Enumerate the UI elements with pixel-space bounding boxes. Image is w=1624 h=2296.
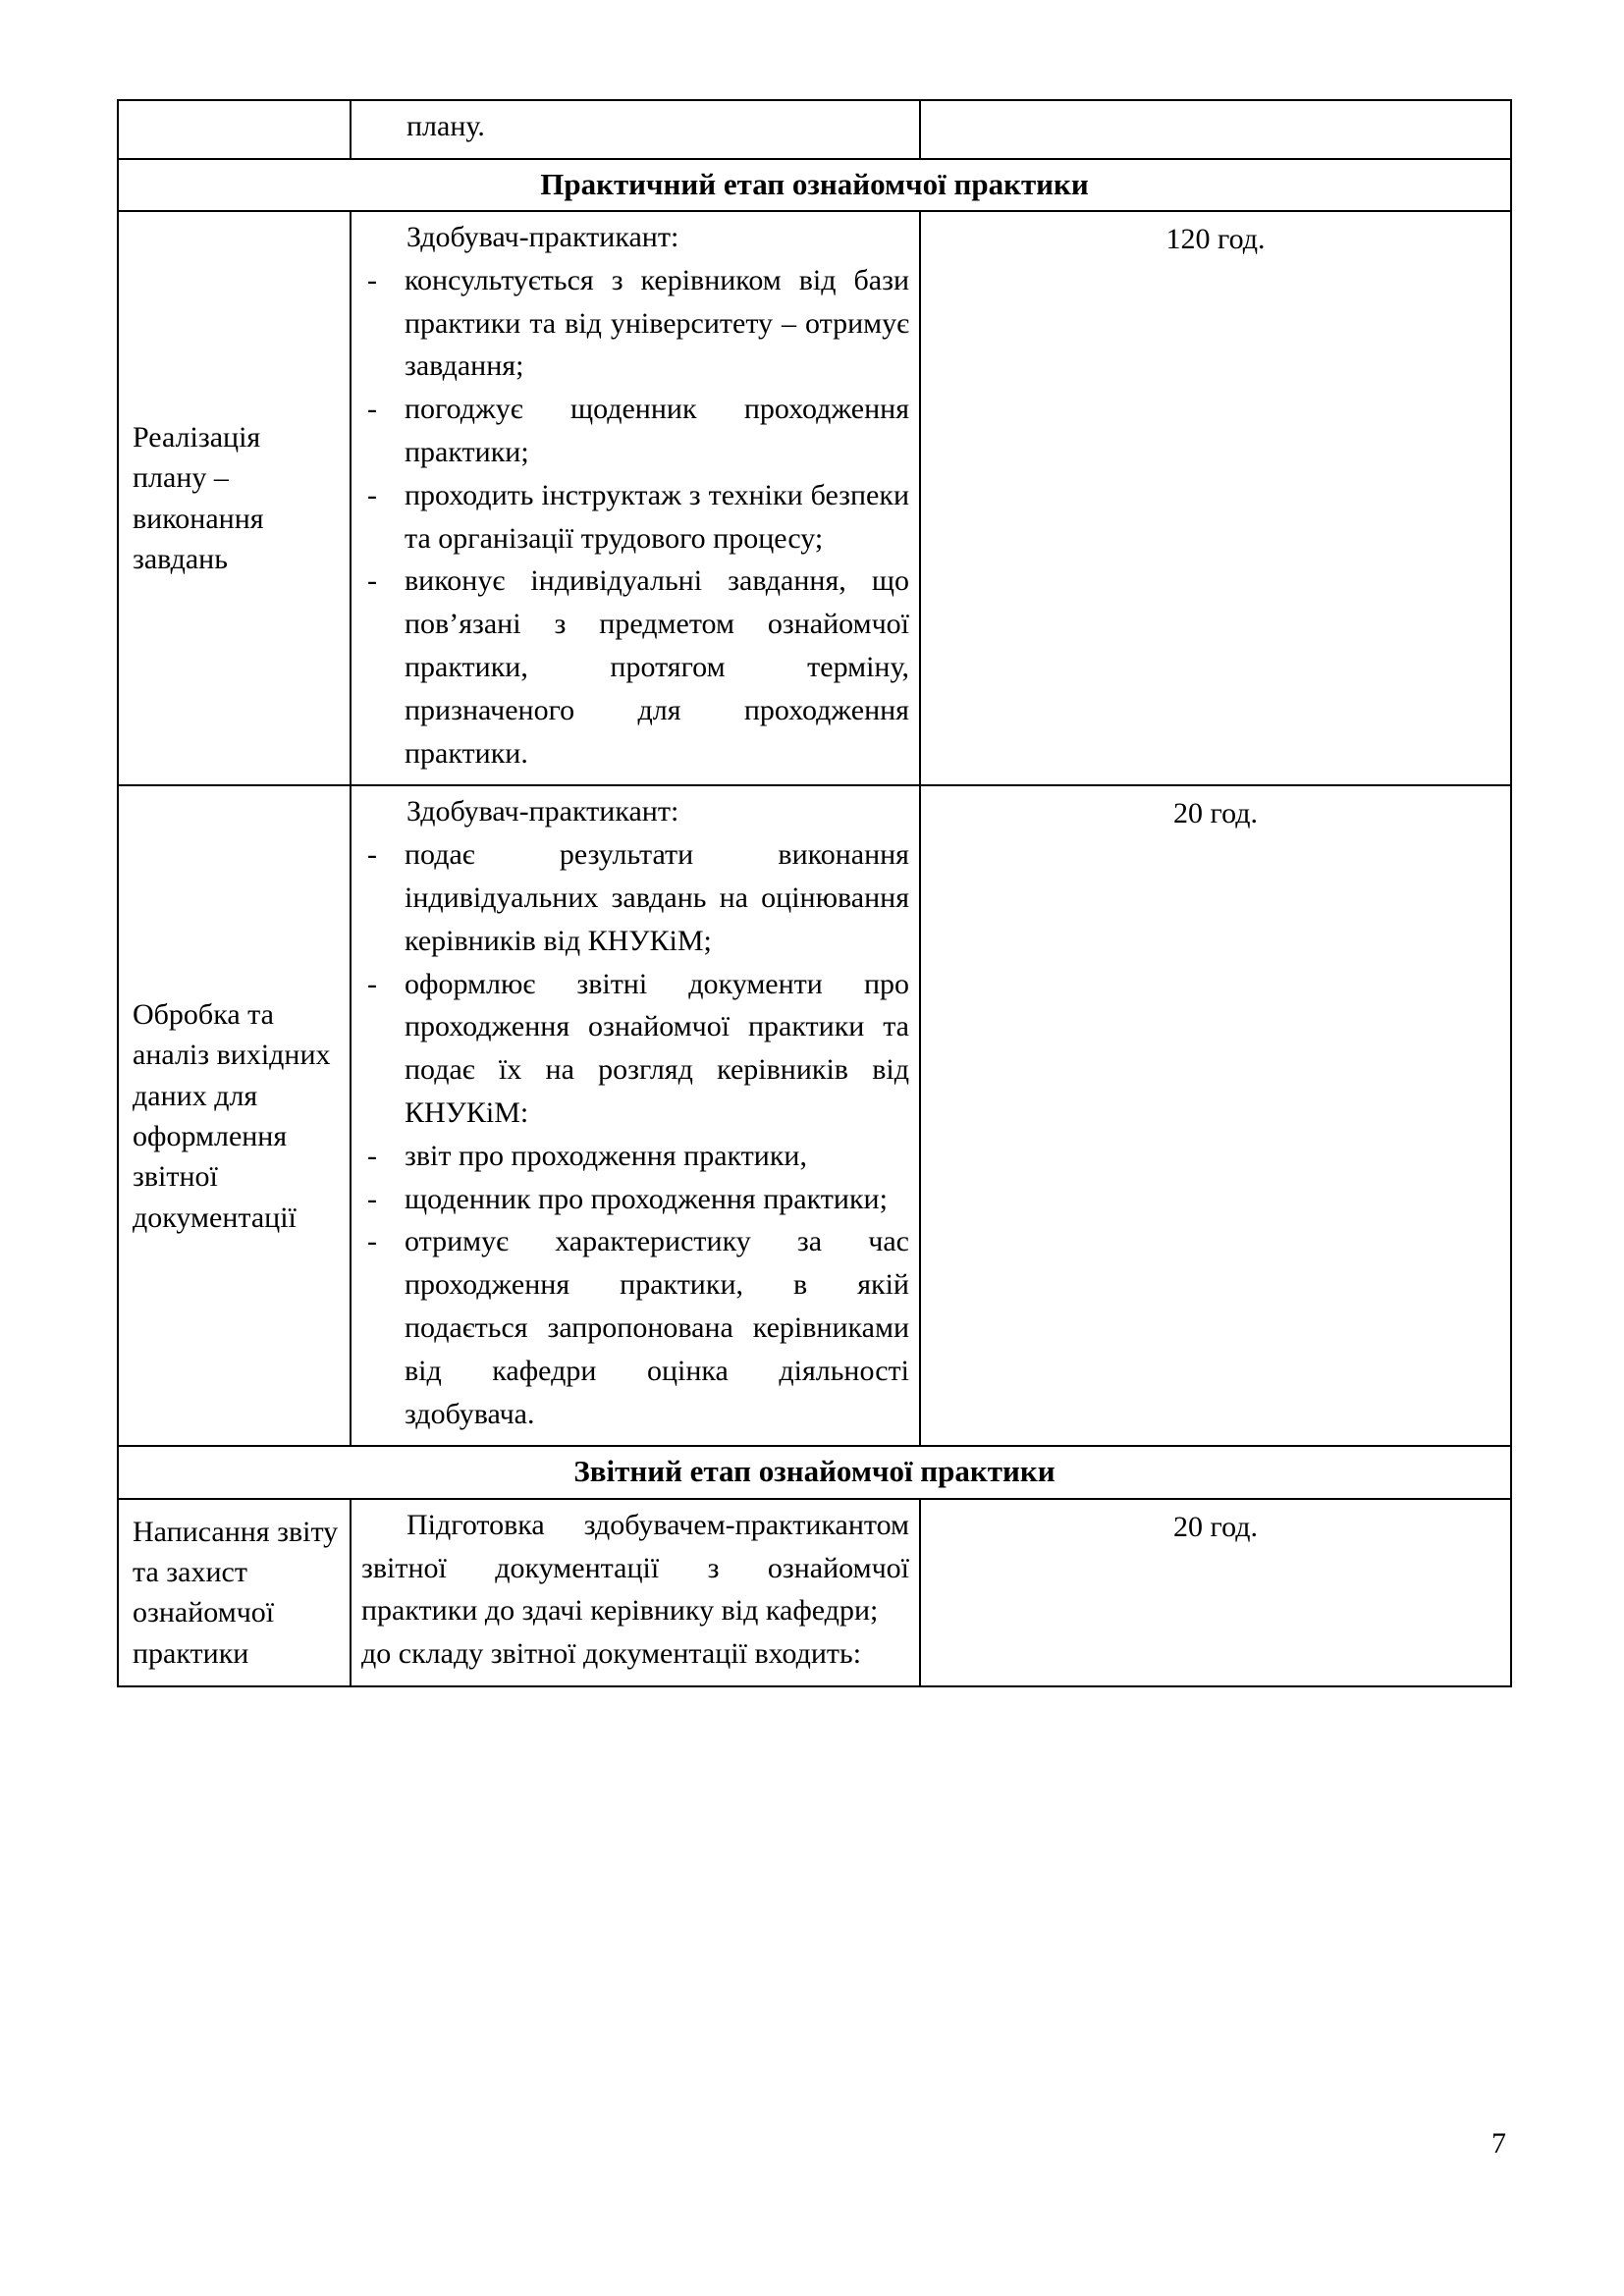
bullet-list <box>361 833 909 1435</box>
list-item-label: щоденник про проходження практики; <box>405 1182 888 1215</box>
list-item <box>361 1220 909 1435</box>
hours-cell <box>920 211 1511 785</box>
section-heading-label: Звітний етап ознайомчої практики <box>573 1454 1056 1489</box>
hours-cell <box>920 1499 1511 1686</box>
dash-bullet-icon: - <box>367 1182 377 1215</box>
hours-value: 20 год. <box>1173 797 1258 830</box>
hours-cell <box>920 785 1511 1446</box>
section-heading-row <box>118 159 1511 211</box>
list-item <box>361 259 909 388</box>
body-lead-text: Здобувач-практикант: <box>406 221 679 254</box>
table-row <box>118 211 1511 785</box>
section-heading-cell <box>118 159 1511 211</box>
list-item-label: отримує характеристику за час проходження практики, в якій подається запропонована керівниками від кафедри оцінка діяльності здобувача. <box>405 1225 909 1430</box>
stage-cell <box>118 211 351 785</box>
body-lead-text: плану. <box>406 110 485 142</box>
stage-label: Написання звіту та захист ознайомчої практики <box>133 1515 339 1670</box>
list-item-label: погоджує щоденник проходження практики; <box>405 393 909 469</box>
list-item <box>361 1178 909 1221</box>
table-row <box>118 785 1511 1446</box>
dash-bullet-icon: - <box>367 1139 377 1172</box>
list-item <box>361 474 909 561</box>
bullet-list <box>361 259 909 775</box>
body-lead-text: Підготовка здобувачем-практикантом звітної документації з ознайомчої практики до здачі керівнику від кафедри; <box>361 1508 909 1628</box>
section-heading-label: Практичний етап ознайомчої практики <box>540 166 1089 201</box>
list-item <box>361 833 909 962</box>
page-number: 7 <box>1491 2127 1506 2160</box>
stage-label <box>119 124 350 135</box>
stage-cell <box>118 785 351 1446</box>
table-row <box>118 1499 1511 1686</box>
list-item <box>361 388 909 474</box>
table-row <box>118 100 1511 159</box>
body-lead-text: Здобувач-практикант: <box>406 795 679 828</box>
hours-value <box>921 101 1510 107</box>
hours-cell <box>920 100 1511 159</box>
section-heading-cell <box>118 1446 1511 1498</box>
dash-bullet-icon: - <box>367 478 377 511</box>
body-cell <box>351 785 920 1446</box>
stage-cell <box>118 1499 351 1686</box>
internship-stages-table <box>117 99 1512 1687</box>
body-cell <box>351 1499 920 1686</box>
body-extra-text: до складу звітної документації входить: <box>361 1637 862 1671</box>
stage-label: Реалізація плану – виконання завдань <box>133 420 264 576</box>
list-item <box>361 1135 909 1178</box>
dash-bullet-icon: - <box>367 838 377 872</box>
list-item-label: консультується з керівником від бази практики та від університету – отримує завдання; <box>405 263 909 383</box>
stage-cell <box>118 100 351 159</box>
list-item-label: проходить інструктаж з техніки безпеки та організації трудового процесу; <box>405 478 909 555</box>
list-item-label: подає результати виконання індивідуальних завдань на оцінювання керівників від КНУКіМ; <box>405 838 909 957</box>
list-item-label: звіт про проходження практики, <box>405 1139 807 1172</box>
list-item <box>361 560 909 774</box>
list-item-label: виконує індивідуальні завдання, що пов’язані з предметом ознайомчої практики, протягом терміну, призначеного для проходження практики. <box>405 564 909 770</box>
list-item-label: оформлює звітні документи про проходження ознайомчої практики та подає їх на розгляд керівників від КНУКіМ: <box>405 967 909 1130</box>
hours-value: 20 год. <box>1173 1510 1258 1543</box>
section-heading-row <box>118 1446 1511 1498</box>
dash-bullet-icon: - <box>367 393 377 426</box>
stage-label: Обробка та аналіз вихідних даних для оформлення звітної документації <box>133 997 331 1234</box>
body-cell <box>351 211 920 785</box>
dash-bullet-icon: - <box>367 1225 377 1258</box>
dash-bullet-icon: - <box>367 564 377 598</box>
body-cell <box>351 100 920 159</box>
dash-bullet-icon: - <box>367 967 377 1000</box>
list-item <box>361 963 909 1135</box>
dash-bullet-icon: - <box>367 263 377 296</box>
hours-value: 120 год. <box>1165 223 1266 256</box>
